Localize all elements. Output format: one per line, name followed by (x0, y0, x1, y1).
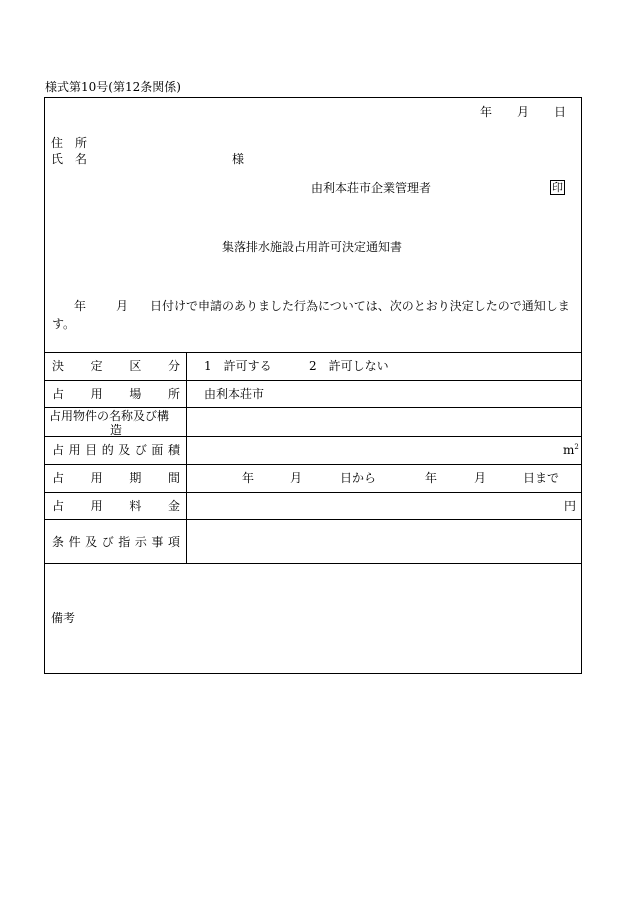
label-char: 占 (52, 499, 65, 513)
label-char: 目 (85, 443, 98, 457)
label-char: 的 (101, 443, 114, 457)
label-char: 用 (68, 443, 81, 457)
label-char: 及 (85, 535, 98, 549)
label-char: 占 (52, 387, 65, 401)
label-char: 用 (90, 471, 103, 485)
label-char: 事 (151, 535, 164, 549)
period-start-month: 月 (290, 471, 303, 485)
label-char: 分 (167, 359, 180, 373)
fee-unit: 円 (564, 499, 577, 513)
label-char: 指 (118, 535, 131, 549)
honorific: 様 (232, 152, 245, 166)
body-paragraph (52, 297, 580, 333)
label-char: 用 (90, 499, 103, 513)
address-label: 住 所 (51, 136, 88, 150)
label-char: 及 (118, 443, 131, 457)
decision-option-permit: 1 許可する (204, 359, 272, 373)
label-char: 占 (52, 443, 65, 457)
row-divider (44, 492, 582, 493)
label-char: 場 (129, 387, 142, 401)
label-char: 所 (167, 387, 180, 401)
label-item-line2: 造 (110, 423, 123, 437)
row-divider (44, 519, 582, 520)
label-decision (52, 360, 180, 372)
row-divider (44, 464, 582, 465)
label-period (52, 472, 180, 484)
label-char: 項 (167, 535, 180, 549)
period-until: 日まで (523, 471, 560, 485)
body-year: 年 (74, 299, 87, 313)
row-divider (44, 407, 582, 408)
label-char: 件 (68, 535, 81, 549)
period-end-year: 年 (425, 471, 438, 485)
place-value: 由利本荘市 (204, 387, 265, 401)
label-char: 決 (52, 359, 65, 373)
body-month: 月 (116, 299, 129, 313)
label-char: び (101, 535, 114, 549)
date-month: 月 (517, 105, 530, 119)
area-unit (563, 444, 579, 456)
label-conditions (52, 536, 180, 548)
period-start-year: 年 (242, 471, 255, 485)
period-from: 日から (340, 471, 377, 485)
label-char: 間 (167, 471, 180, 485)
row-divider (44, 563, 582, 564)
label-char: 面 (151, 443, 164, 457)
label-purpose (52, 444, 180, 456)
label-item-line1: 占用物件の名称及び構 (49, 409, 170, 423)
label-char: 積 (167, 443, 180, 457)
label-char: 用 (90, 387, 103, 401)
period-end-month: 月 (474, 471, 487, 485)
date-day: 日 (554, 105, 567, 119)
label-char: 金 (167, 499, 180, 513)
label-char: 定 (90, 359, 103, 373)
name-label: 氏 名 (51, 152, 88, 166)
label-char: 占 (52, 471, 65, 485)
label-char: び (134, 443, 147, 457)
label-char: 料 (129, 499, 142, 513)
label-char: 区 (129, 359, 142, 373)
label-place (52, 388, 180, 400)
label-char: 条 (52, 535, 65, 549)
body-text: 日付けで申請のありました行為については、次のとおり決定したので通知します。 (52, 299, 570, 331)
date-year: 年 (480, 105, 493, 119)
label-char: 示 (134, 535, 147, 549)
document-title: 集落排水施設占用許可決定通知書 (222, 240, 403, 254)
row-divider (44, 436, 582, 437)
seal-mark: 印 (552, 181, 563, 194)
issuer-name: 由利本荘市企業管理者 (311, 181, 432, 195)
decision-option-deny: 2 許可しない (309, 359, 389, 373)
column-divider (186, 352, 187, 563)
form-number: 様式第10号(第12条関係) (45, 80, 181, 94)
remarks-label: 備考 (51, 611, 76, 625)
area-unit-sup: 2 (574, 443, 579, 451)
label-fee (52, 500, 180, 512)
label-char: 期 (129, 471, 142, 485)
row-divider (44, 352, 582, 353)
row-divider (44, 380, 582, 381)
area-unit-base: m (563, 443, 575, 457)
